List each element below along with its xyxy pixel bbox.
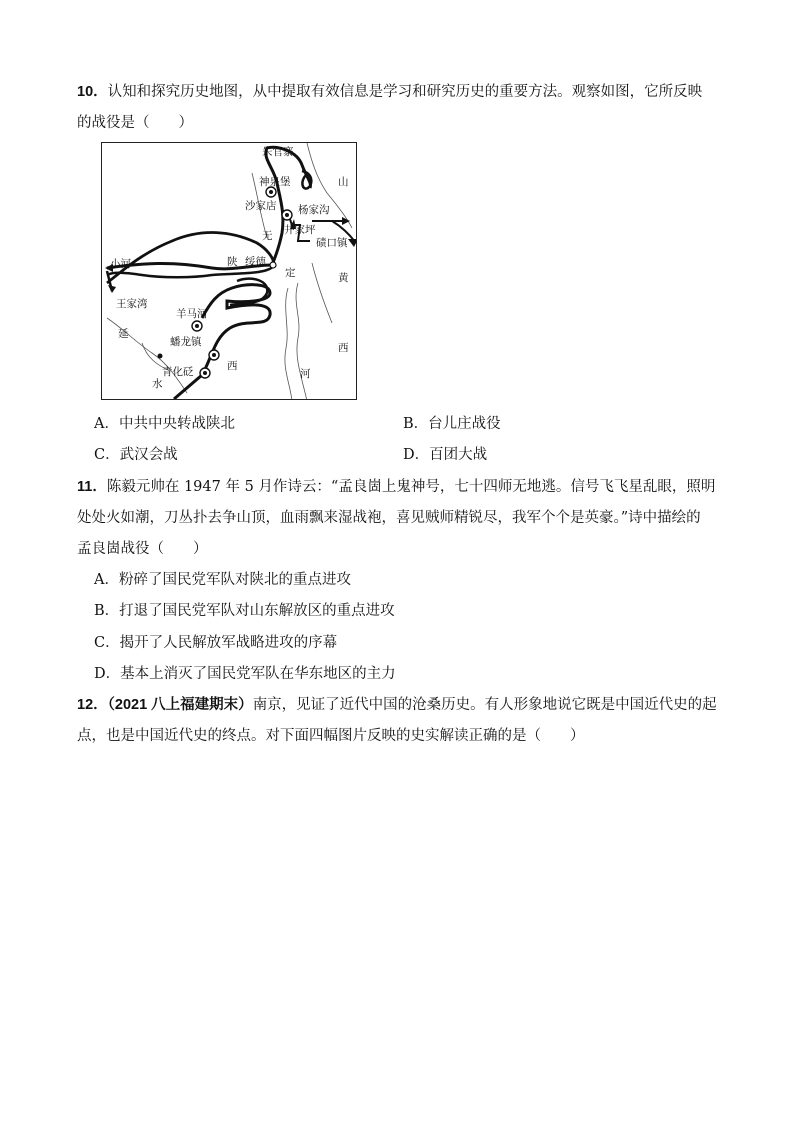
q11-option-a[interactable]: A．粉碎了国民党军队对陕北的重点进攻: [94, 572, 351, 588]
map-label-shajiadian: 沙家店: [245, 200, 277, 212]
q12-number: 12．: [77, 697, 108, 713]
map-label-xi2: 西: [227, 360, 238, 372]
q11-line2: 处处火如潮，刀丛扑去争山顶，血雨飘来湿战袍，喜见贼师精锐尽，我军个个是英豪。”诗中描绘的: [77, 510, 701, 526]
map-label-shan: 山: [338, 176, 349, 188]
map-label-yangmahe: 羊马河: [176, 308, 208, 320]
q10-map-figure: [101, 142, 357, 400]
q11-option-c[interactable]: C．揭开了人民解放军战略进攻的序幕: [94, 635, 338, 651]
map-label-yangjiagou: 杨家沟: [298, 204, 330, 216]
map-label-shaan: 陕: [227, 256, 238, 268]
q10-option-c[interactable]: C．武汉会战: [94, 447, 178, 463]
q12-line1: [77, 695, 717, 715]
map-label-qikouzhen: 碛口镇: [316, 237, 348, 249]
map-label-huang: 黄: [338, 272, 349, 284]
q10-option-b[interactable]: B．台儿庄战役: [403, 416, 501, 432]
q12-line2: 点，也是中国近代史的终点。对下面四幅图片反映的史实解读正确的是（ ）: [77, 728, 585, 744]
q11-line3: 孟良崮战役（ ）: [77, 541, 208, 557]
map-label-xiaohe: 小河: [110, 258, 131, 270]
q10-map-svg: [102, 143, 357, 400]
map-label-xi: 西: [338, 342, 349, 354]
q12-text-1: 南京，见证了近代中国的沧桑历史。有人形象地说它既是中国近代史的起: [252, 697, 717, 713]
q12-source: （2021 八上福建期末）: [107, 697, 253, 713]
q11-number: 11．: [77, 479, 107, 495]
map-label-shenquanbao: 神泉堡: [259, 176, 291, 188]
map-label-ding: 定: [285, 267, 296, 279]
q11-text-1: 陈毅元帅在 1947 年 5 月作诗云：“孟良崮上鬼神号，七十四师无地逃。信号飞飞星乱眼，照明: [106, 479, 716, 495]
q10-number: 10．: [77, 84, 108, 100]
q10-option-d[interactable]: D．百团大战: [403, 447, 488, 463]
map-label-wangjiawan: 王家湾: [116, 298, 148, 310]
q11-line1: [77, 477, 715, 497]
q10-option-a[interactable]: A．中共中央转战陕北: [94, 416, 235, 432]
q11-option-b[interactable]: B．打退了国民党军队对山东解放区的重点进攻: [94, 603, 395, 619]
map-label-wu: 无: [262, 230, 273, 242]
map-label-jingjiaping: 井家坪: [284, 224, 316, 236]
q10-line1: [77, 82, 702, 102]
map-label-zhuguanzhai: 朱官寨: [262, 146, 294, 158]
map-label-qinghuabian: 青化砭: [162, 366, 194, 378]
map-label-he: 河: [300, 368, 311, 380]
map-label-suide: 绥德: [245, 256, 266, 268]
map-label-yan: 延: [118, 328, 129, 340]
map-label-panlongzhen: 蟠龙镇: [170, 336, 202, 348]
q10-line2: 的战役是（ ）: [77, 115, 193, 131]
map-label-shui: 水: [152, 378, 163, 390]
q11-option-d[interactable]: D．基本上消灭了国民党军队在华东地区的主力: [94, 666, 396, 682]
q10-text-1: 认知和探究历史地图，从中提取有效信息是学习和研究历史的重要方法。观察如图，它所反映: [107, 84, 703, 100]
